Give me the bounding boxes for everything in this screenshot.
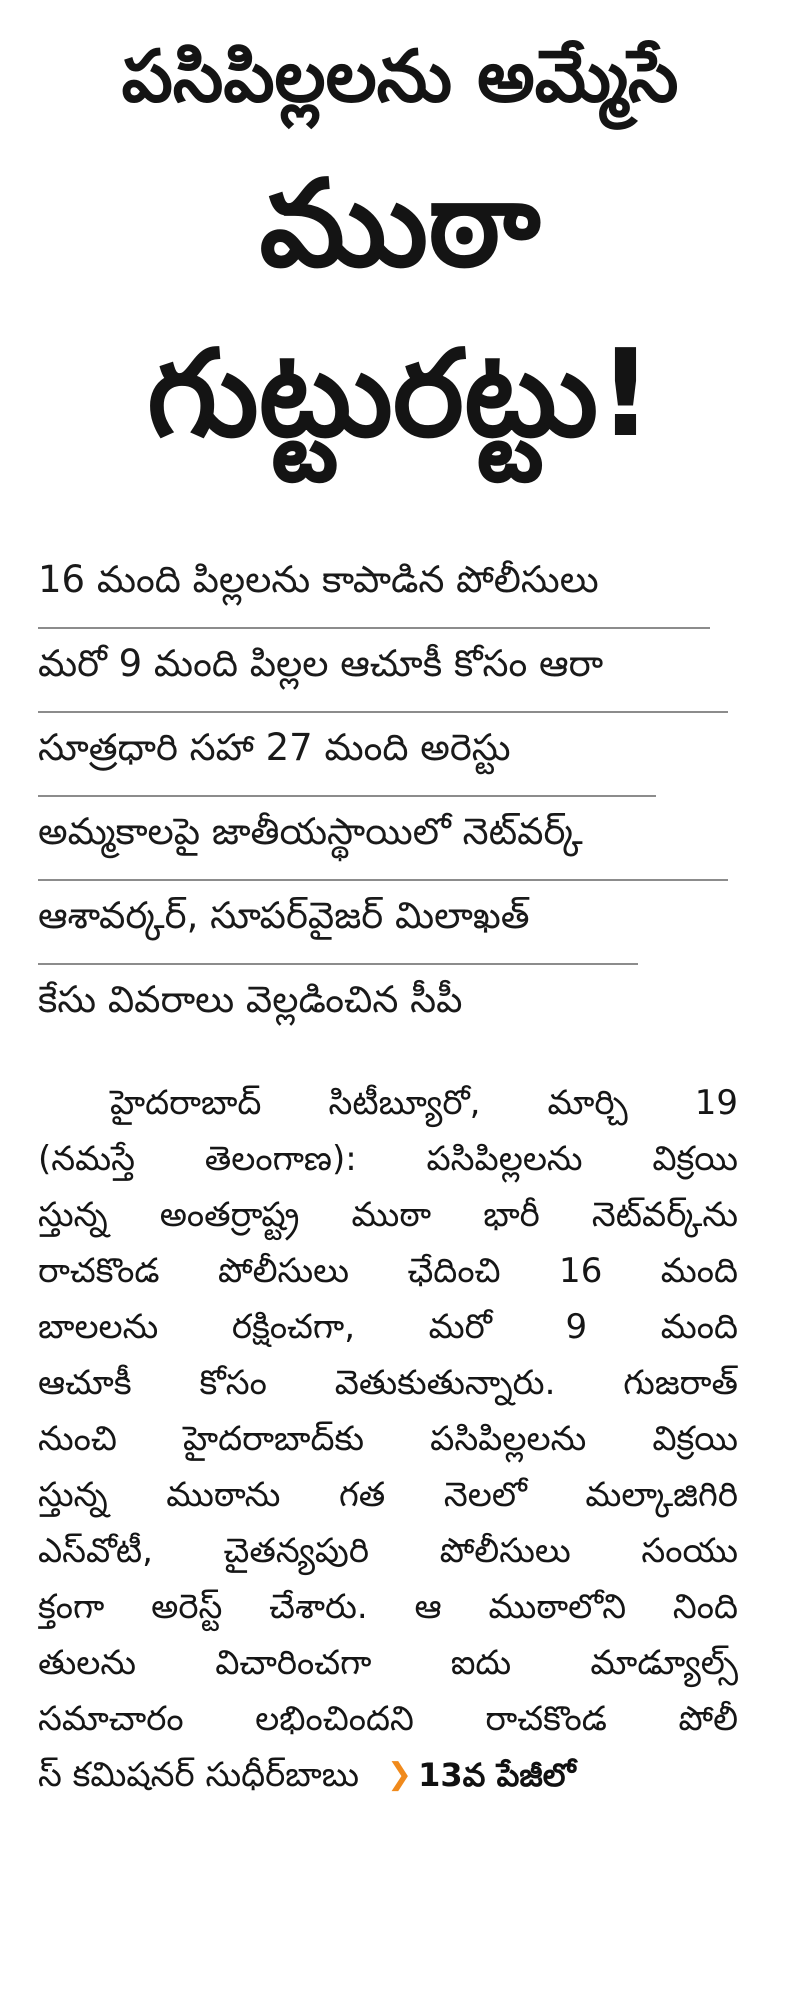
article-body (38, 1075, 738, 1803)
body-line: సమాచారం లభించిందని రాచకొండ పోలీ (38, 1699, 738, 1739)
body-line: నుంచి హైదరాబాద్‌కు పసిపిల్లలను విక్రయి (38, 1419, 738, 1459)
body-line: ఆచూకీ కోసం వెతుకుతున్నారు. గుజరాత్ (38, 1363, 738, 1403)
body-line-last-text: స్ కమిషనర్ సుధీర్‌బాబు (38, 1755, 359, 1795)
body-line: స్తున్న ముఠాను గత నెలలో మల్కాజిగిరి (38, 1475, 738, 1515)
subheadline: కేసు వివరాలు వెల్లడించిన సీపీ (38, 978, 463, 1021)
body-line: బాలలను రక్షించగా, మరో 9 మంది (38, 1307, 738, 1347)
chevron-right-icon: ❯ (387, 1757, 413, 1792)
body-line: ఎస్‌వోటీ, చైతన్యపురి పోలీసులు సంయు (38, 1531, 738, 1571)
subheadline: మరో 9 మంది పిల్లల ఆచూకీ కోసం ఆరా (38, 642, 604, 685)
body-line: రాచకొండ పోలీసులు ఛేదించి 16 మంది (38, 1251, 738, 1291)
subheadline: సూత్రధారి సహా 27 మంది అరెస్టు (38, 726, 511, 769)
body-line-last (38, 1747, 738, 1803)
subheadline: ఆశావర్కర్, సూపర్‌వైజర్ మిలాఖత్ (38, 894, 530, 937)
continued-on-page-link[interactable] (387, 1747, 576, 1803)
headline-line-2: ముఠా (259, 155, 541, 294)
body-line: (నమస్తే తెలంగాణ): పసిపిల్లలను విక్రయి (38, 1139, 738, 1179)
body-line: తులను విచారించగా ఐదు మాడ్యూల్స్ (38, 1643, 738, 1683)
subheadline: అమ్మకాలపై జాతీయస్థాయిలో నెట్‌వర్క్ (38, 810, 583, 853)
headline-line-3: గుట్టురట్టు! (147, 325, 653, 464)
body-line: స్తున్న అంతర్రాష్ట్ర ముఠా భారీ నెట్‌వర్క్‌ను (38, 1195, 738, 1235)
headline-line-1: పసిపిల్లలను అమ్మేసే (121, 34, 679, 118)
continued-on-page-text: 13వ పేజీలో (418, 1756, 576, 1794)
body-line: క్తంగా అరెస్ట్ చేశారు. ఆ ముఠాలోని నింది (38, 1587, 738, 1627)
subheadline-list (38, 545, 728, 1047)
body-line: హైదరాబాద్ సిటీబ్యూరో, మార్చి 19 (110, 1083, 738, 1123)
subheadline: 16 మంది పిల్లలను కాపాడిన పోలీసులు (38, 558, 599, 601)
